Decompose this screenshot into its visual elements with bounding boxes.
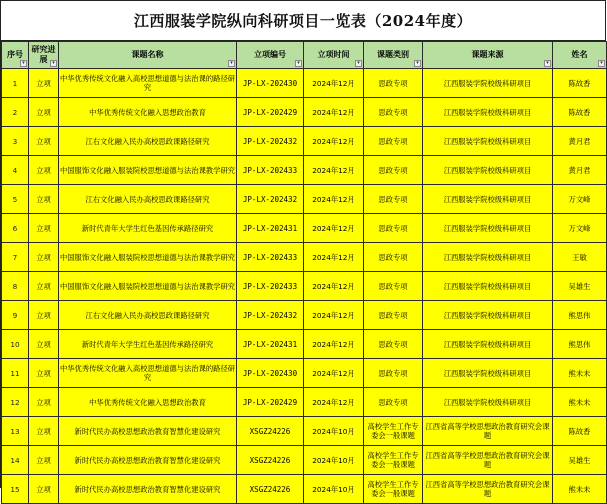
table-row [2, 359, 607, 388]
cell-text: 陈故香 [568, 78, 591, 88]
cell-name[interactable] [59, 243, 237, 272]
cell-text: JP-LX-202429 [242, 397, 298, 407]
cell-code[interactable] [237, 185, 304, 214]
cell-text: 立项 [36, 484, 51, 494]
cell-source[interactable] [423, 69, 553, 98]
cell-name[interactable] [59, 156, 237, 185]
cell-code[interactable] [237, 272, 304, 301]
cell-text: 立项 [36, 252, 51, 262]
cell-text: 7 [12, 252, 18, 262]
cell-code[interactable] [237, 446, 304, 475]
cell-text: 江西服装学院校级科研项目 [443, 194, 532, 204]
cell-source[interactable] [423, 359, 553, 388]
cell-name[interactable] [59, 330, 237, 359]
projects-table [1, 41, 607, 504]
cell-status[interactable] [29, 214, 59, 243]
cell-date[interactable] [304, 388, 364, 417]
cell-status[interactable] [29, 185, 59, 214]
cell-date[interactable] [304, 475, 364, 504]
cell-text: 立项 [36, 78, 51, 88]
cell-status[interactable] [29, 330, 59, 359]
table-row [2, 388, 607, 417]
cell-text: 4 [12, 165, 18, 175]
cell-text: 立项 [36, 368, 51, 378]
cell-category[interactable] [364, 272, 423, 301]
cell-text: JP-LX-202430 [242, 368, 298, 378]
cell-date[interactable] [304, 69, 364, 98]
cell-person[interactable] [553, 156, 607, 185]
cell-category[interactable] [364, 127, 423, 156]
cell-code[interactable] [237, 330, 304, 359]
cell-text: 立项 [36, 223, 51, 233]
cell-person[interactable] [553, 330, 607, 359]
cell-name[interactable] [59, 214, 237, 243]
cell-text: 思政专项 [378, 136, 408, 146]
cell-code[interactable] [237, 156, 304, 185]
cell-text: 思政专项 [378, 223, 408, 233]
cell-no[interactable] [2, 388, 29, 417]
table-row [2, 446, 607, 475]
cell-text: 熊思伟 [568, 339, 591, 349]
cell-text: 2024年12月 [312, 368, 355, 378]
cell-text: 江西省高等学校思想政治教育研究会课题 [425, 480, 550, 498]
cell-text: 思政专项 [378, 368, 408, 378]
cell-no[interactable] [2, 185, 29, 214]
header-cell-name[interactable]: 课题名称 ▾ [59, 42, 237, 69]
cell-text: 5 [12, 194, 18, 204]
cell-text: 新时代民办高校思想政治教育智慧化建设研究 [74, 484, 221, 494]
cell-date[interactable] [304, 272, 364, 301]
cell-date[interactable] [304, 214, 364, 243]
cell-text: 立项 [36, 281, 51, 291]
cell-text: JP-LX-202433 [242, 252, 298, 262]
table-row [2, 156, 607, 185]
cell-text: 2 [12, 107, 18, 117]
cell-text: 中华优秀传统文化融入高校思想道德与法治课的路径研究 [59, 74, 236, 92]
cell-no[interactable] [2, 98, 29, 127]
cell-date[interactable] [304, 156, 364, 185]
cell-date[interactable] [304, 330, 364, 359]
cell-no[interactable] [2, 69, 29, 98]
cell-text: 万文峰 [568, 223, 591, 233]
cell-name[interactable] [59, 69, 237, 98]
cell-text: 陈故香 [568, 426, 591, 436]
cell-category[interactable] [364, 98, 423, 127]
cell-text: 中华优秀传统文化融入高校思想道德与法治课的路径研究 [59, 364, 236, 382]
cell-date[interactable] [304, 243, 364, 272]
cell-source[interactable] [423, 243, 553, 272]
cell-text: 2024年12月 [312, 310, 355, 320]
cell-date[interactable] [304, 301, 364, 330]
cell-category[interactable] [364, 359, 423, 388]
cell-status[interactable] [29, 243, 59, 272]
table-row [2, 185, 607, 214]
table-row [2, 214, 607, 243]
cell-status[interactable] [29, 69, 59, 98]
cell-person[interactable] [553, 214, 607, 243]
cell-category[interactable] [364, 330, 423, 359]
cell-text: 思政专项 [378, 310, 408, 320]
cell-text: 江西服装学院校级科研项目 [443, 310, 532, 320]
cell-text: XSGZ24226 [249, 426, 291, 436]
cell-person[interactable] [553, 388, 607, 417]
cell-person[interactable] [553, 446, 607, 475]
cell-code[interactable] [237, 417, 304, 446]
cell-category[interactable] [364, 388, 423, 417]
cell-name[interactable] [59, 417, 237, 446]
cell-text: 江西服装学院校级科研项目 [443, 136, 532, 146]
cell-text: 立项 [36, 339, 51, 349]
cell-person[interactable] [553, 69, 607, 98]
cell-text: 2024年12月 [312, 281, 355, 291]
cell-text: 江西服装学院校级科研项目 [443, 78, 532, 88]
cell-text: 江西服装学院校级科研项目 [443, 281, 532, 291]
cell-status[interactable] [29, 156, 59, 185]
cell-text: 陈故香 [568, 107, 591, 117]
cell-text: 新时代青年大学生红色基因传承路径研究 [81, 223, 214, 233]
cell-text: 熊未未 [568, 368, 591, 378]
cell-date[interactable] [304, 359, 364, 388]
cell-date[interactable] [304, 98, 364, 127]
cell-text: 2024年10月 [312, 426, 355, 436]
cell-person[interactable] [553, 359, 607, 388]
cell-status[interactable] [29, 475, 59, 504]
cell-status[interactable] [29, 417, 59, 446]
cell-text: 9 [12, 310, 18, 320]
filter-dropdown-icon[interactable]: ▾ [598, 60, 605, 67]
cell-date[interactable] [304, 417, 364, 446]
cell-name[interactable] [59, 475, 237, 504]
cell-status[interactable] [29, 98, 59, 127]
cell-text: 高校学生工作专委会一般课题 [367, 422, 419, 440]
cell-no[interactable] [2, 475, 29, 504]
cell-text: 2024年12月 [312, 165, 355, 175]
cell-no[interactable] [2, 156, 29, 185]
cell-text: 2024年12月 [312, 252, 355, 262]
cell-text: 3 [12, 136, 18, 146]
cell-text: 立项 [36, 397, 51, 407]
cell-text: 黄月君 [568, 165, 591, 175]
cell-text: 2024年12月 [312, 78, 355, 88]
cell-text: JP-LX-202432 [242, 310, 298, 320]
cell-code[interactable] [237, 388, 304, 417]
cell-text: 江西服装学院校级科研项目 [443, 368, 532, 378]
cell-no[interactable] [2, 330, 29, 359]
cell-text: JP-LX-202432 [242, 136, 298, 146]
cell-person[interactable] [553, 185, 607, 214]
cell-text: 13 [10, 426, 20, 436]
cell-category[interactable] [364, 301, 423, 330]
cell-text: 2024年12月 [312, 223, 355, 233]
cell-category[interactable] [364, 417, 423, 446]
cell-text: 江西服装学院校级科研项目 [443, 107, 532, 117]
cell-text: 6 [12, 223, 18, 233]
cell-text: 立项 [36, 426, 51, 436]
cell-code[interactable] [237, 69, 304, 98]
cell-name[interactable] [59, 388, 237, 417]
cell-name[interactable] [59, 185, 237, 214]
filter-dropdown-icon[interactable]: ▾ [20, 60, 27, 67]
cell-text: JP-LX-202430 [242, 78, 298, 88]
cell-text: 吴雄生 [568, 455, 591, 465]
cell-source[interactable] [423, 446, 553, 475]
cell-text: JP-LX-202433 [242, 165, 298, 175]
cell-name[interactable] [59, 359, 237, 388]
cell-text: 新时代民办高校思想政治教育智慧化建设研究 [74, 426, 221, 436]
header-cell-person[interactable]: 姓名 ▾ [553, 42, 607, 69]
cell-text: JP-LX-202429 [242, 107, 298, 117]
cell-date[interactable] [304, 127, 364, 156]
cell-text: 中华优秀传统文化融入思想政治教育 [89, 397, 206, 407]
cell-text: 12 [10, 397, 20, 407]
title-cell[interactable] [1, 1, 606, 41]
filter-dropdown-icon[interactable]: ▾ [228, 60, 235, 67]
filter-dropdown-icon[interactable]: ▾ [414, 60, 421, 67]
cell-category[interactable] [364, 446, 423, 475]
cell-text: 熊未未 [568, 484, 591, 494]
header-cell-status[interactable]: 研究进展 ▾ [29, 42, 59, 69]
cell-text: 8 [12, 281, 18, 291]
table-row [2, 243, 607, 272]
cell-source[interactable] [423, 417, 553, 446]
cell-text: 黄月君 [568, 136, 591, 146]
table-row [2, 330, 607, 359]
cell-text: 江右文化融入民办高校思政课路径研究 [85, 194, 210, 204]
cell-text: 14 [10, 455, 20, 465]
cell-no[interactable] [2, 359, 29, 388]
header-cell-no[interactable]: 序号 ▾ [2, 42, 29, 69]
table-row [2, 127, 607, 156]
cell-text: 思政专项 [378, 165, 408, 175]
cell-text: 高校学生工作专委会一般课题 [367, 480, 419, 498]
cell-name[interactable] [59, 127, 237, 156]
cell-code[interactable] [237, 301, 304, 330]
cell-category[interactable] [364, 475, 423, 504]
cell-text: 2024年12月 [312, 136, 355, 146]
cell-source[interactable] [423, 127, 553, 156]
cell-text: 江西服装学院校级科研项目 [443, 165, 532, 175]
cell-category[interactable] [364, 156, 423, 185]
cell-text: 思政专项 [378, 281, 408, 291]
cell-no[interactable] [2, 214, 29, 243]
cell-text: 江西服装学院校级科研项目 [443, 339, 532, 349]
cell-text: 中国服饰文化融入服装院校思想道德与法治课教学研究 [59, 252, 236, 262]
header-cell-category[interactable]: 课题类别 ▾ [364, 42, 423, 69]
cell-text: 立项 [36, 310, 51, 320]
cell-name[interactable] [59, 301, 237, 330]
cell-status[interactable] [29, 301, 59, 330]
cell-text: 立项 [36, 107, 51, 117]
cell-text: 江西服装学院校级科研项目 [443, 223, 532, 233]
cell-person[interactable] [553, 127, 607, 156]
cell-source[interactable] [423, 98, 553, 127]
cell-text: 高校学生工作专委会一般课题 [367, 451, 419, 469]
cell-text: 立项 [36, 136, 51, 146]
cell-text: JP-LX-202433 [242, 281, 298, 291]
cell-text: 1 [12, 78, 18, 88]
cell-text: 新时代青年大学生红色基因传承路径研究 [81, 339, 214, 349]
cell-text: 11 [10, 368, 20, 378]
cell-text: 江右文化融入民办高校思政课路径研究 [85, 136, 210, 146]
cell-category[interactable] [364, 185, 423, 214]
cell-status[interactable] [29, 446, 59, 475]
cell-text: 思政专项 [378, 78, 408, 88]
cell-name[interactable] [59, 446, 237, 475]
cell-person[interactable] [553, 98, 607, 127]
filter-dropdown-icon[interactable]: ▾ [50, 60, 57, 67]
cell-no[interactable] [2, 272, 29, 301]
cell-text: 2024年12月 [312, 107, 355, 117]
cell-category[interactable] [364, 214, 423, 243]
table-row [2, 475, 607, 504]
header-cell-code[interactable]: 立项编号 ▾ [237, 42, 304, 69]
cell-source[interactable] [423, 156, 553, 185]
cell-text: 江西省高等学校思想政治教育研究会课题 [425, 451, 550, 469]
cell-name[interactable] [59, 272, 237, 301]
cell-text: 江西省高等学校思想政治教育研究会课题 [425, 422, 550, 440]
cell-name[interactable] [59, 98, 237, 127]
cell-text: 立项 [36, 165, 51, 175]
cell-text: 2024年12月 [312, 397, 355, 407]
cell-text: 江西服装学院校级科研项目 [443, 252, 532, 262]
cell-status[interactable] [29, 127, 59, 156]
cell-text: 立项 [36, 194, 51, 204]
cell-text: 吴雄生 [568, 281, 591, 291]
cell-text: 立项 [36, 455, 51, 465]
cell-text: 思政专项 [378, 194, 408, 204]
cell-code[interactable] [237, 359, 304, 388]
cell-text: JP-LX-202432 [242, 194, 298, 204]
page-title: 江西服装学院纵向科研项目一览表（2024年度） [133, 12, 473, 30]
cell-no[interactable] [2, 446, 29, 475]
cell-code[interactable] [237, 214, 304, 243]
cell-source[interactable] [423, 330, 553, 359]
cell-date[interactable] [304, 185, 364, 214]
cell-code[interactable] [237, 475, 304, 504]
cell-person[interactable] [553, 475, 607, 504]
header-row [2, 42, 607, 69]
cell-status[interactable] [29, 388, 59, 417]
cell-text: 思政专项 [378, 397, 408, 407]
cell-text: 中国服饰文化融入服装院校思想道德与法治课教学研究 [59, 281, 236, 291]
cell-source[interactable] [423, 388, 553, 417]
cell-text: 15 [10, 484, 20, 494]
cell-no[interactable] [2, 301, 29, 330]
filter-dropdown-icon[interactable]: ▾ [544, 60, 551, 67]
cell-source[interactable] [423, 214, 553, 243]
cell-source[interactable] [423, 475, 553, 504]
cell-text: 江西服装学院校级科研项目 [443, 397, 532, 407]
cell-text: 2024年12月 [312, 339, 355, 349]
cell-person[interactable] [553, 301, 607, 330]
cell-status[interactable] [29, 272, 59, 301]
cell-code[interactable] [237, 243, 304, 272]
cell-text: 中国服饰文化融入服装院校思想道德与法治课教学研究 [59, 165, 236, 175]
cell-text: 10 [10, 339, 20, 349]
cell-text: 2024年12月 [312, 194, 355, 204]
cell-person[interactable] [553, 272, 607, 301]
cell-text: 思政专项 [378, 339, 408, 349]
cell-source[interactable] [423, 272, 553, 301]
cell-text: 王敏 [572, 252, 587, 262]
cell-code[interactable] [237, 127, 304, 156]
cell-text: 熊思伟 [568, 310, 591, 320]
cell-no[interactable] [2, 417, 29, 446]
table-row [2, 272, 607, 301]
cell-category[interactable] [364, 69, 423, 98]
cell-text: 熊未未 [568, 397, 591, 407]
table-row [2, 417, 607, 446]
cell-text: JP-LX-202431 [242, 339, 298, 349]
table-row [2, 301, 607, 330]
table-row [2, 98, 607, 127]
cell-text: 中华优秀传统文化融入思想政治教育 [89, 107, 206, 117]
cell-text: 思政专项 [378, 252, 408, 262]
cell-text: 万文峰 [568, 194, 591, 204]
header-cell-source[interactable]: 课题来源 ▾ [423, 42, 553, 69]
cell-person[interactable] [553, 417, 607, 446]
cell-text: 江右文化融入民办高校思政课路径研究 [85, 310, 210, 320]
cell-text: XSGZ24226 [249, 484, 291, 494]
cell-no[interactable] [2, 243, 29, 272]
cell-source[interactable] [423, 301, 553, 330]
cell-text: 2024年10月 [312, 484, 355, 494]
table-row [2, 69, 607, 98]
cell-text: 2024年10月 [312, 455, 355, 465]
cell-code[interactable] [237, 98, 304, 127]
cell-status[interactable] [29, 359, 59, 388]
cell-text: 思政专项 [378, 107, 408, 117]
filter-dropdown-icon[interactable]: ▾ [355, 60, 362, 67]
cell-text: JP-LX-202431 [242, 223, 298, 233]
cell-category[interactable] [364, 243, 423, 272]
cell-text: 新时代民办高校思想政治教育智慧化建设研究 [74, 455, 221, 465]
cell-date[interactable] [304, 446, 364, 475]
header-cell-date[interactable]: 立项时间 ▾ [304, 42, 364, 69]
cell-text: XSGZ24226 [249, 455, 291, 465]
cell-source[interactable] [423, 185, 553, 214]
filter-dropdown-icon[interactable]: ▾ [295, 60, 302, 67]
cell-no[interactable] [2, 127, 29, 156]
cell-person[interactable] [553, 243, 607, 272]
